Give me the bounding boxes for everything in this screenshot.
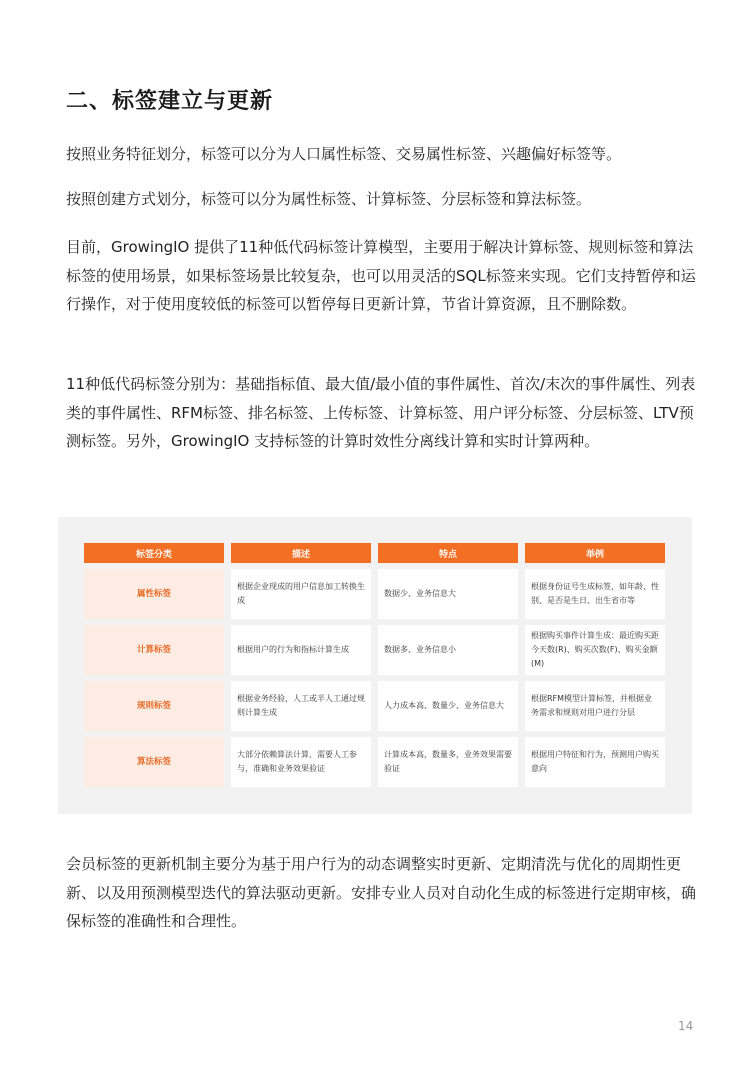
page-number: 14 — [678, 1019, 694, 1033]
table-header-category: 标签分类 — [84, 543, 224, 563]
paragraph-growingio-models: 目前，GrowingIO 提供了11种低代码标签计算模型，主要用于解决计算标签、规则标签和算法标签的使用场景，如果标签场景比较复杂，也可以用灵活的SQL标签来实现。它们支持暂停和运行操作，对于使用度较低的标签可以暂停每日更新计算，节省计算资源，且不删除数。 — [66, 238, 696, 314]
table-cell-category: 属性标签 — [84, 569, 224, 619]
table-header-description: 描述 — [231, 543, 371, 563]
table-cell-example: 根据身份证号生成标签，如年龄、性别、是否是生日、出生省市等 — [525, 569, 665, 619]
table-cell-category: 规则标签 — [84, 681, 224, 731]
table-cell-feature: 计算成本高，数量多，业务效果需要验证 — [378, 737, 518, 787]
paragraph-business-classification: 按照业务特征划分，标签可以分为人口属性标签、交易属性标签、兴趣偏好标签等。 — [66, 145, 622, 163]
table-cell-description: 根据企业现成的用户信息加工转换生成 — [231, 569, 371, 619]
paragraph-creation-classification: 按照创建方式划分，标签可以分为属性标签、计算标签、分层标签和算法标签。 — [66, 190, 592, 208]
table-cell-feature: 数据多、业务信息小 — [378, 625, 518, 675]
table-cell-feature: 人力成本高、数量少、业务信息大 — [378, 681, 518, 731]
table-cell-category: 计算标签 — [84, 625, 224, 675]
table-header-example: 举例 — [525, 543, 665, 563]
table-cell-category: 算法标签 — [84, 737, 224, 787]
tag-classification-table-panel — [58, 517, 692, 814]
table-cell-description: 根据业务经验，人工或半人工通过规则计算生成 — [231, 681, 371, 731]
section-heading: 二、标签建立与更新 — [66, 89, 274, 114]
table-header-feature: 特点 — [378, 543, 518, 563]
tag-classification-table — [84, 543, 665, 787]
paragraph-update-mechanism: 会员标签的更新机制主要分为基于用户行为的动态调整实时更新、定期清洗与优化的周期性更新、以及用预测模型迭代的算法驱动更新。安排专业人员对自动化生成的标签进行定期审核，确保标签的准确性和合理性。 — [66, 855, 697, 931]
table-cell-description: 根据用户的行为和指标计算生成 — [231, 625, 371, 675]
table-cell-description: 大部分依赖算法计算，需要人工参与，准确和业务效果验证 — [231, 737, 371, 787]
table-cell-feature: 数据少、业务信息大 — [378, 569, 518, 619]
paragraph-lowcode-tag-list: 11种低代码标签分别为：基础指标值、最大值/最小值的事件属性、首次/末次的事件属性、列表类的事件属性、RFM标签、排名标签、上传标签、计算标签、用户评分标签、分层标签、LTV预测标签。另外，GrowingIO 支持标签的计算时效性分离线计算和实时计算两种。 — [66, 375, 696, 451]
table-cell-example: 根据RFM模型计算标签，并根据业务需求和规则对用户进行分层 — [525, 681, 665, 731]
table-cell-example: 根据用户特征和行为，预测用户购买意向 — [525, 737, 665, 787]
table-cell-example: 根据购买事件计算生成：最近购买距今天数(R)、购买次数(F)、购买金额(M) — [525, 625, 665, 675]
